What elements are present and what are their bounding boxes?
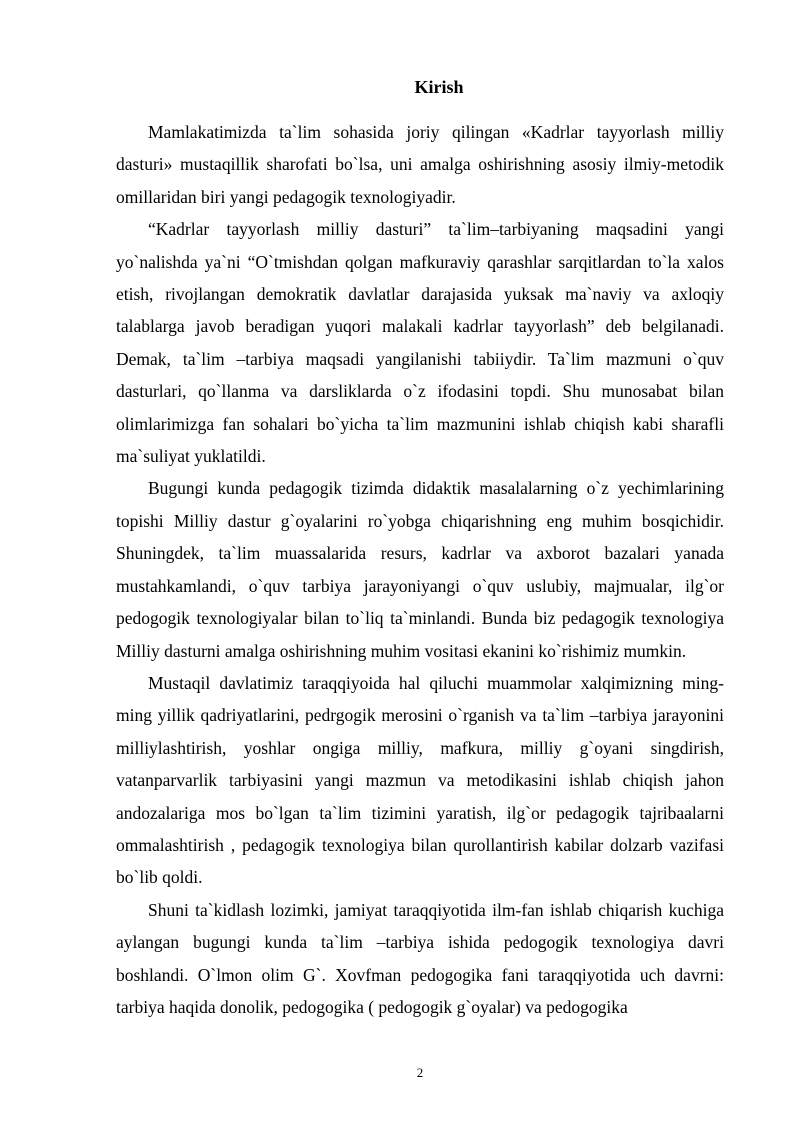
paragraph-3: Bugungi kunda pedagogik tizimda didaktik masalalarning o`z yechimlarining topishi Milliy dastur g`oyalarini ro`yobga chiqarishning eng muhim bosqichidir. Shuningdek, ta`lim muassalarida resurs, kadrlar va axborot bazalari yanada mustahkamlandi, o`quv tarbiya jarayoniyangi o`quv uslubiy, majmualar, ilg`or pedogogik texnologiyalar bilan to`liq ta`minlandi. Bunda biz pedagogik texnologiya Milliy dasturni amalga oshirishning muhim vositasi ekanini ko`rishimiz mumkin. [116, 478, 724, 661]
paragraph-4: Mustaqil davlatimiz taraqqiyoida hal qiluchi muammolar xalqimizning ming-ming yillik qadriyatlarini, pedrgogik merosini o`rganish va ta`lim –tarbiya jarayonini milliylashtirish, yoshlar ongiga milliy, mafkura, milliy g`oyani singdirish, vatanparvarlik tarbiyasini yangi mazmun va metodikasini ishlab chiqish jahon andozalariga mos bo`lgan ta`lim tizimini yaratish, ilg`or pedagogik tajribaalarni ommalashtirish , pedagogik texnologiya bilan qurollantirish kabilar dolzarb vazifasi bo`lib qoldi. [116, 672, 724, 888]
body-text [116, 116, 724, 1023]
page-number: 2 [416, 1065, 424, 1080]
paragraph-5: Shuni ta`kidlash lozimki, jamiyat taraqqiyotida ilm-fan ishlab chiqarish kuchiga aylangan bugungi kunda ta`lim –tarbiya ishida pedogogik texnologiya davri boshlandi. O`lmon olim G`. Xovfman pedogogika fani taraqqiyotida uch davrni: tarbiya haqida donolik, pedogogika ( pedogogik g`oyalar) va pedogogika [116, 899, 724, 1017]
paragraph-2: “Kadrlar tayyorlash milliy dasturi” ta`lim–tarbiyaning maqsadini yangi yo`nalishda ya`ni “O`tmishdan qolgan mafkuraviy qarashlar sarqitlardan to`la xalos etish, rivojlangan demokratik davlatlar darajasida yuksak ma`naviy va axloqiy talablarga javob beradigan yuqori malakali kadrlar tayyorlash” deb belgilanadi. Demak, ta`lim –tarbiya maqsadi yangilanishi tabiiydir. Ta`lim mazmuni o`quv dasturlari, qo`llanma va darsliklarda o`z ifodasini topdi. Shu munosabat bilan olimlarimizga fan sohalari bo`yicha ta`lim mazmunini ishlab chiqish kabi sharafli ma`suliyat yuklatildi. [116, 219, 724, 467]
section-title: Kirish [414, 77, 464, 97]
paragraph-1: Mamlakatimizda ta`lim sohasida joriy qilingan «Kadrlar tayyorlash milliy dasturi» mustaqillik sharofati bo`lsa, uni amalga oshirishning asosiy ilmiy-metodik omillaridan biri yangi pedagogik texnologiyadir. [116, 122, 724, 207]
